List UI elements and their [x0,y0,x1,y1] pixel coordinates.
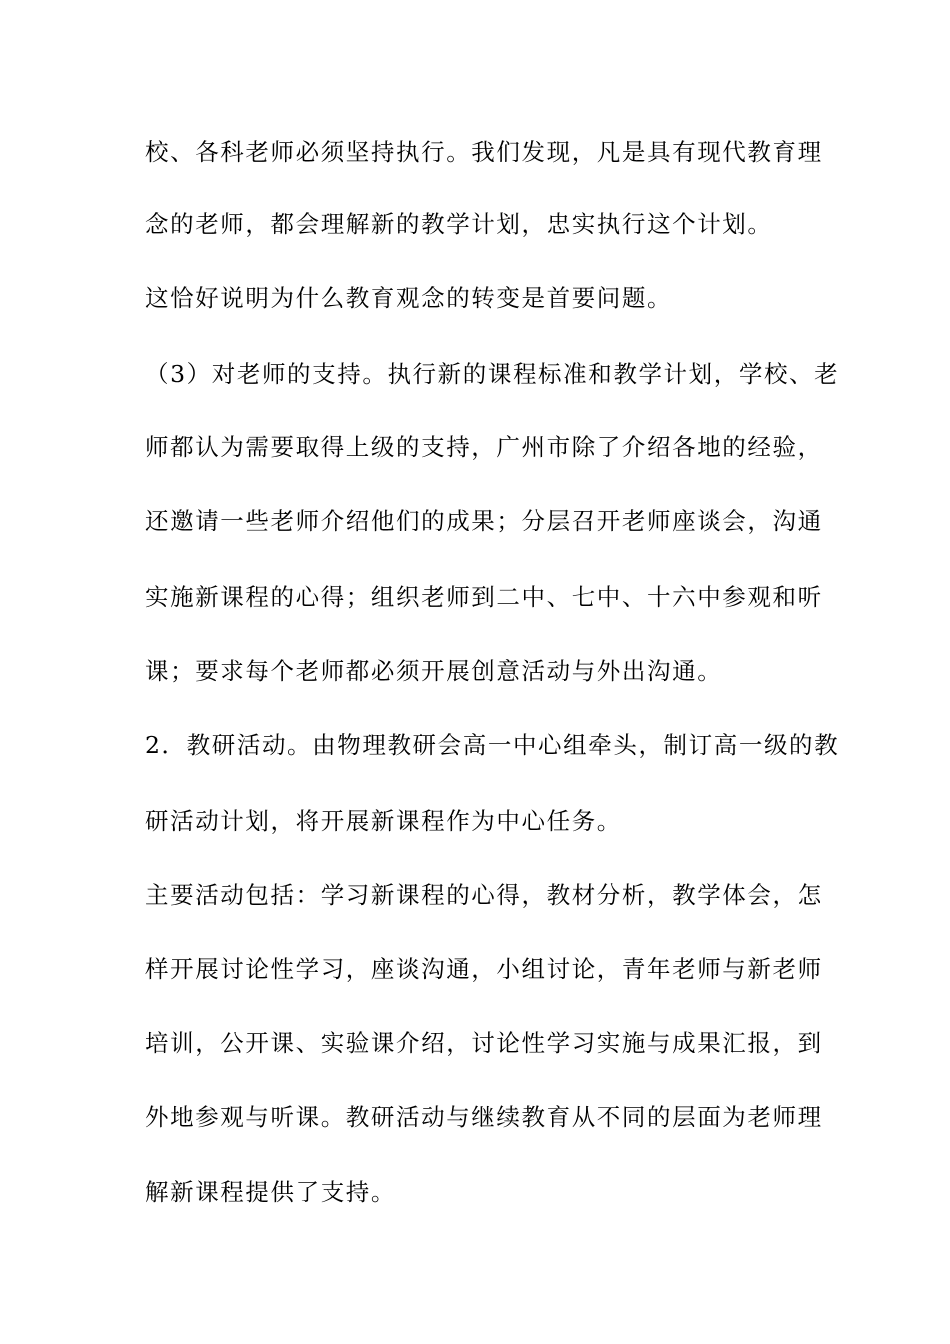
text-line: 样开展讨论性学习，座谈沟通，小组讨论，青年老师与新老师 [145,955,823,983]
text-line: 师都认为需要取得上级的支持，广州市除了介绍各地的经验， [145,433,823,461]
text-line: 还邀请一些老师介绍他们的成果；分层召开老师座谈会，沟通 [145,507,823,535]
text-line: 外地参观与听课。教研活动与继续教育从不同的层面为老师理 [145,1103,823,1131]
text-line: 2．教研活动。由物理教研会高一中心组牵头，制订高一级的教 [145,731,840,759]
text-line: 实施新课程的心得；组织老师到二中、七中、十六中参观和听 [145,583,823,611]
text-line: 主要活动包括：学习新课程的心得，教材分析，教学体会，怎 [145,881,823,909]
text-line: 念的老师，都会理解新的教学计划，忠实执行这个计划。 [145,210,773,238]
text-line: （3）对老师的支持。执行新的课程标准和教学计划，学校、老 [145,360,840,388]
text-line: 研活动计划，将开展新课程作为中心任务。 [145,807,622,835]
text-line: 这恰好说明为什么教育观念的转变是首要问题。 [145,284,673,312]
text-line: 校、各科老师必须坚持执行。我们发现，凡是具有现代教育理 [145,138,823,166]
text-line: 解新课程提供了支持。 [145,1178,396,1206]
text-line: 培训，公开课、实验课介绍，讨论性学习实施与成果汇报，到 [145,1029,823,1057]
text-line: 课；要求每个老师都必须开展创意活动与外出沟通。 [145,657,723,685]
